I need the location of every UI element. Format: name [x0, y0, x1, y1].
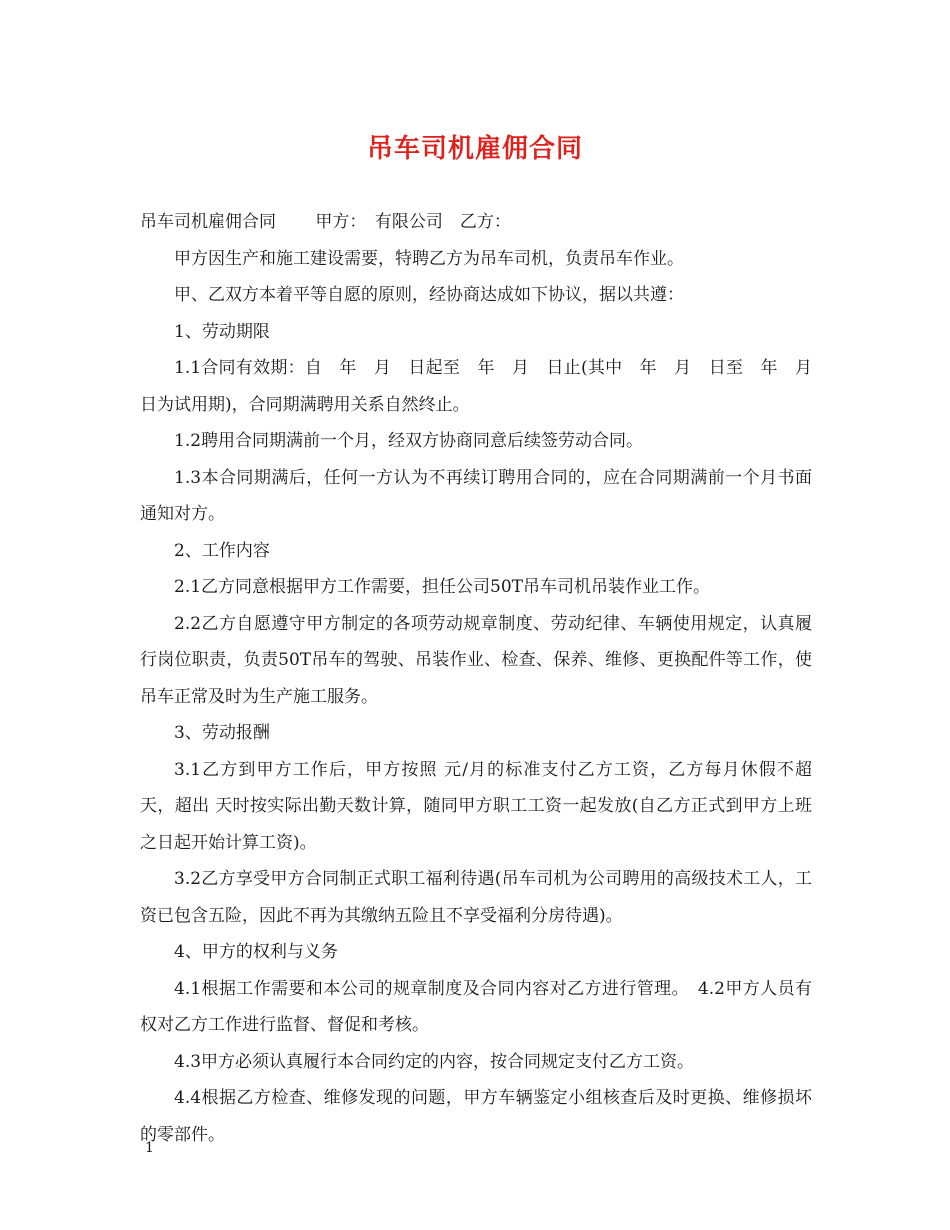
paragraph: 4.4根据乙方检查、维修发现的问题，甲方车辆鉴定小组核查后及时更换、维修损坏的零部件。	[140, 1088, 812, 1145]
page-number: 1	[145, 1140, 154, 1156]
document-title: 吊车司机雇佣合同	[366, 134, 583, 164]
paragraph: 4.1根据工作需要和本公司的规章制度及合同内容对乙方进行管理。 4.2甲方人员有权对乙方工作进行监督、督促和考核。	[140, 978, 812, 1035]
paragraph: 3.2乙方享受甲方合同制正式职工福利待遇(吊车司机为公司聘用的高级技术工人，工资已包含五险，因此不再为其缴纳五险且不享受福利分房待遇)。	[140, 869, 812, 926]
paragraph: 4.3甲方必须认真履行本合同约定的内容，按合同规定支付乙方工资。	[174, 1051, 695, 1072]
paragraph: 甲方因生产和施工建设需要，特聘乙方为吊车司机，负责吊车作业。	[174, 248, 684, 269]
paragraph: 2.2乙方自愿遵守甲方制定的各项劳动规章制度、劳动纪律、车辆使用规定，认真履行岗位职责，负责50T吊车的驾驶、吊装作业、检查、保养、维修、更换配件等工作，使吊车正常及时为生产施工服务。	[140, 613, 812, 707]
paragraph: 1.2聘用合同期满前一个月，经双方协商同意后续签劳动合同。	[174, 431, 644, 451]
contract-header-line: 吊车司机雇佣合同 甲方： 有限公司 乙方：	[140, 212, 511, 232]
paragraph: 3.1乙方到甲方工作后，甲方按照 元/月的标准支付乙方工资，乙方每月休假不超 天，超出 天时按实际出勤天数计算，随同甲方职工工资一起发放(自乙方正式到甲方上班之日起开始计算工资)。	[140, 759, 812, 853]
paragraph: 1.1合同有效期：自 年 月 日起至 年 月 日止(其中 年 月 日至 年 月 日为试用期)，合同期满聘用关系自然终止。	[140, 358, 829, 415]
section-heading: 1、劳动期限	[174, 321, 270, 342]
section-heading: 3、劳动报酬	[174, 723, 270, 743]
document-body	[140, 204, 829, 1153]
section-heading: 4、甲方的权利与义务	[174, 942, 338, 962]
paragraph: 甲、乙双方本着平等自愿的原则，经协商达成如下协议，据以共遵：	[174, 285, 684, 305]
paragraph: 2.1乙方同意根据甲方工作需要，担任公司50T吊车司机吊装作业工作。	[174, 577, 711, 597]
section-heading: 2、工作内容	[174, 540, 270, 561]
paragraph: 1.3本合同期满后，任何一方认为不再续订聘用合同的，应在合同期满前一个月书面通知对方。	[140, 467, 812, 524]
